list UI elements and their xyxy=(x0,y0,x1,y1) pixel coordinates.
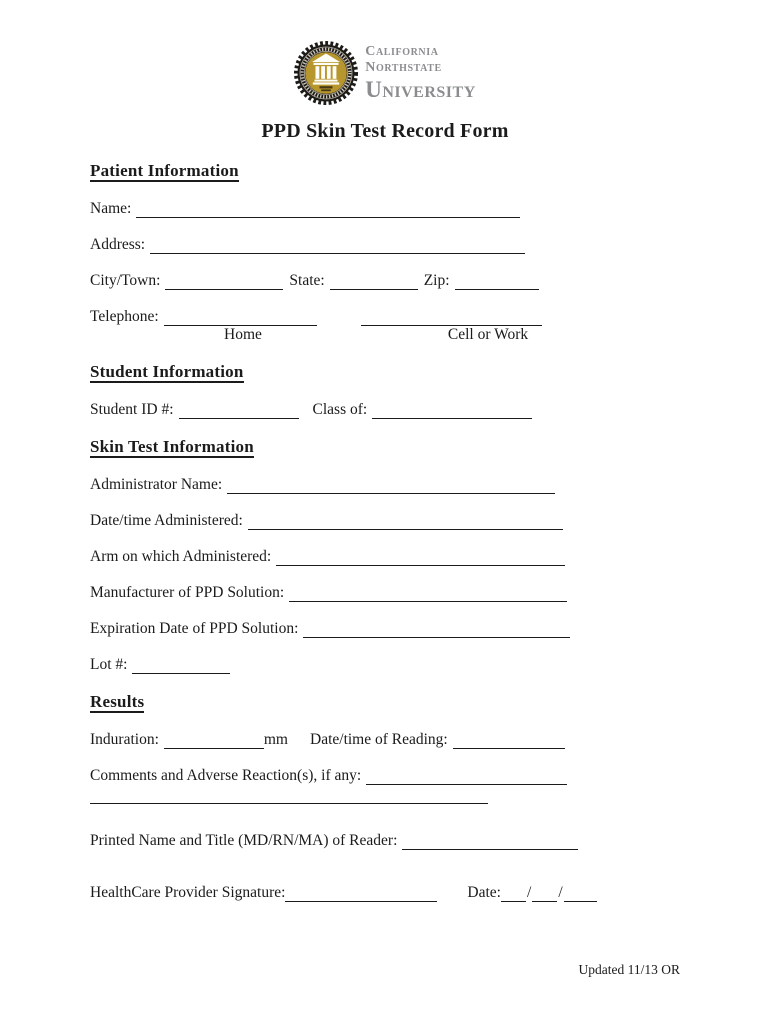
telephone-label: Telephone: xyxy=(90,308,159,325)
expiration-date-label: Expiration Date of PPD Solution: xyxy=(90,620,299,637)
city-label: City/Town: xyxy=(90,272,161,289)
date-day-field[interactable] xyxy=(532,883,557,902)
mm-suffix: mm xyxy=(263,731,288,748)
datetime-administered-label: Date/time Administered: xyxy=(90,512,243,529)
telephone-cell-field[interactable] xyxy=(361,307,542,326)
manufacturer-label: Manufacturer of PPD Solution: xyxy=(90,584,285,601)
provider-signature-field[interactable] xyxy=(285,883,437,902)
administrator-name-field[interactable] xyxy=(227,475,555,494)
date-year-field[interactable] xyxy=(564,883,597,902)
administrator-name-label: Administrator Name: xyxy=(90,476,223,493)
section-heading-patient-information: Patient Information xyxy=(90,161,239,180)
lot-number-label: Lot #: xyxy=(90,656,128,673)
printed-name-label: Printed Name and Title (MD/RN/MA) of Reader: xyxy=(90,832,398,849)
university-seal-icon xyxy=(294,41,358,105)
university-logo xyxy=(90,40,680,106)
university-name-line3: University xyxy=(365,77,476,102)
date-label: Date: xyxy=(467,884,501,901)
cell-or-work-caption: Cell or Work xyxy=(447,326,529,343)
telephone-captions xyxy=(90,326,680,344)
induration-field[interactable] xyxy=(164,730,264,749)
datetime-administered-field[interactable] xyxy=(248,511,563,530)
date-separator-2: / xyxy=(558,884,563,901)
comments-row xyxy=(90,766,567,785)
footer-updated-note: Updated 11/13 OR xyxy=(578,962,680,977)
state-label: State: xyxy=(289,272,325,289)
arm-administered-row xyxy=(90,547,565,566)
zip-field[interactable] xyxy=(455,271,539,290)
form-title: PPD Skin Test Record Form xyxy=(261,120,509,142)
reading-datetime-label: Date/time of Reading: xyxy=(310,731,448,748)
student-id-row xyxy=(90,400,547,419)
manufacturer-row xyxy=(90,583,567,602)
student-id-field[interactable] xyxy=(179,400,299,419)
administrator-name-row xyxy=(90,475,555,494)
arm-administered-field[interactable] xyxy=(276,547,565,566)
printed-name-row xyxy=(90,831,578,850)
university-name-line2: Northstate xyxy=(365,60,442,75)
student-id-label: Student ID #: xyxy=(90,401,174,418)
address-label: Address: xyxy=(90,236,146,253)
comments-continuation-field[interactable] xyxy=(90,793,488,804)
section-heading-student-information: Student Information xyxy=(90,362,244,381)
address-row xyxy=(90,235,525,254)
name-label: Name: xyxy=(90,200,132,217)
city-field[interactable] xyxy=(165,271,283,290)
provider-signature-label: HealthCare Provider Signature: xyxy=(90,884,286,901)
name-field[interactable] xyxy=(136,199,520,218)
expiration-date-row xyxy=(90,619,570,638)
manufacturer-field[interactable] xyxy=(289,583,567,602)
signature-row xyxy=(90,883,602,902)
expiration-date-field[interactable] xyxy=(303,619,570,638)
address-field[interactable] xyxy=(150,235,525,254)
lot-number-row xyxy=(90,655,230,674)
date-month-field[interactable] xyxy=(501,883,526,902)
printed-name-field[interactable] xyxy=(402,831,578,850)
telephone-row xyxy=(90,307,548,326)
induration-label: Induration: xyxy=(90,731,159,748)
reading-datetime-field[interactable] xyxy=(453,730,565,749)
datetime-administered-row xyxy=(90,511,563,530)
name-row xyxy=(90,199,520,218)
comments-label: Comments and Adverse Reaction(s), if any: xyxy=(90,767,362,784)
arm-administered-label: Arm on which Administered: xyxy=(90,548,272,565)
class-of-label: Class of: xyxy=(312,401,368,418)
university-name-line1: California xyxy=(365,44,439,59)
date-separator-1: / xyxy=(527,884,532,901)
section-heading-results: Results xyxy=(90,692,145,711)
city-state-zip-row xyxy=(90,271,548,290)
university-wordmark xyxy=(365,45,476,101)
induration-row xyxy=(90,730,562,749)
zip-label: Zip: xyxy=(423,272,450,289)
class-of-field[interactable] xyxy=(372,400,532,419)
section-heading-skin-test-information: Skin Test Information xyxy=(90,437,254,456)
home-caption: Home xyxy=(224,326,262,343)
state-field[interactable] xyxy=(330,271,418,290)
lot-number-field[interactable] xyxy=(132,655,230,674)
telephone-home-field[interactable] xyxy=(164,307,317,326)
comments-field[interactable] xyxy=(366,766,567,785)
